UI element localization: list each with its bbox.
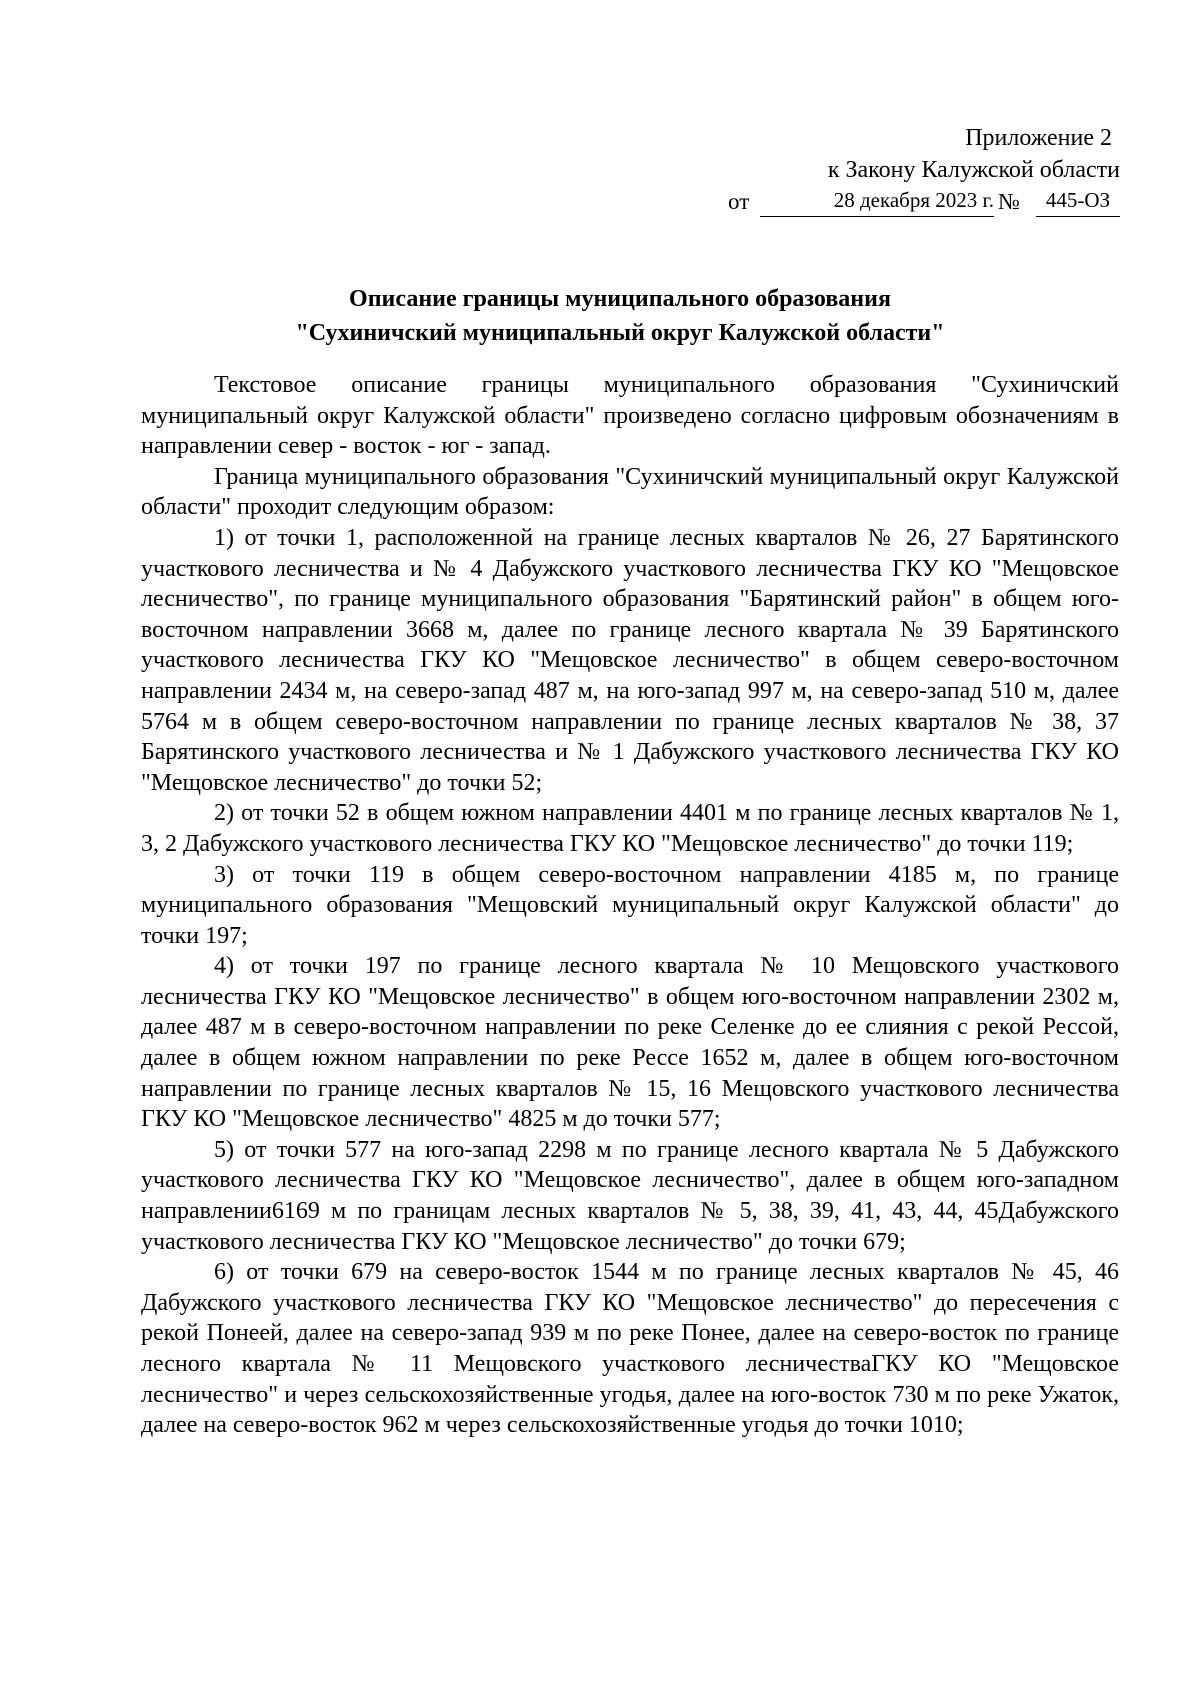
number-sign: № <box>998 189 1020 214</box>
paragraph-item-1: 1) от точки 1, расположенной на границе лесных кварталов № 26, 27 Барятинского участкового лесничества и № 4 Дабужского участкового лесничества ГКУ КО "Мещовское лесничество", по границе муниципального образования "Барятинский район" в общем юго-восточном направлении 3668 м, далее по границе лесного квартала № 39 Барятинского участкового лесничества ГКУ КО "Мещовское лесничество" в общем северо-восточном направлении 2434 м, на северо-запад 487 м, на юго-запад 997 м, на северо-запад 510 м, далее 5764 м в общем северо-восточном направлении по границе лесных кварталов № 38, 37 Барятинского участкового лесничества и № 1 Дабужского участкового лесничества ГКУ КО "Мещовское лесничество" до точки 52; <box>141 524 1119 796</box>
paragraph-boundary-general: Граница муниципального образования "Сухиничский муниципальный округ Калужской области" проходит следующим образом: <box>141 463 1119 521</box>
paragraph-intro: Текстовое описание границы муниципального образования "Сухиничский муниципальный округ Калужской области" произведено согласно цифровым обозначениям в направлении север - восток - юг - запад. <box>141 372 1119 460</box>
appendix-header <box>700 122 1120 220</box>
title-line-1: Описание границы муниципального образования <box>349 286 891 312</box>
law-date-number-line <box>700 186 1120 220</box>
document-title <box>140 282 1100 350</box>
paragraph-item-6: 6) от точки 679 на северо-восток 1544 м по границе лесных кварталов № 45, 46 Дабужского участкового лесничества ГКУ КО "Мещовское лесничество" до пересечения с рекой Понеей, далее на северо-запад 939 м по реке Понее, далее на северо-восток по границе лесного квартала № 11 Мещовского участкового лесничестваГКУ КО "Мещовское лесничество" и через сельскохозяйственные угодья, далее на юго-восток 730 м по реке Ужаток, далее на северо-восток 962 м через сельскохозяйственные угодья до точки 1010; <box>141 1259 1119 1439</box>
law-reference: к Закону Калужской области <box>827 157 1120 183</box>
law-date: 28 декабря 2023 г. <box>760 186 994 217</box>
document-body <box>141 370 1119 1441</box>
title-line-2: "Сухиничский муниципальный округ Калужской области" <box>295 320 945 346</box>
paragraph-item-5: 5) от точки 577 на юго-запад 2298 м по границе лесного квартала № 5 Дабужского участкового лесничества ГКУ КО "Мещовское лесничество", далее в общем юго-западном направлении6169 м по границам лесных кварталов № 5, 38, 39, 41, 43, 44, 45Дабужского участкового лесничества ГКУ КО "Мещовское лесничество" до точки 679; <box>141 1136 1119 1255</box>
from-label: от <box>728 189 750 214</box>
law-number: 445-ОЗ <box>1036 186 1120 217</box>
paragraph-item-2: 2) от точки 52 в общем южном направлении 4401 м по границе лесных кварталов № 1, 3, 2 Дабужского участкового лесничества ГКУ КО "Мещовское лесничество" до точки 119; <box>141 800 1119 857</box>
paragraph-item-4: 4) от точки 197 по границе лесного квартала № 10 Мещовского участкового лесничества ГКУ КО "Мещовское лесничество" в общем юго-восточном направлении 2302 м, далее 487 м в северо-восточном направлении по реке Селенке до ее слияния с рекой Рессой, далее в общем южном направлении по реке Рессе 1652 м, далее в общем юго-восточном направлении по границе лесных кварталов № 15, 16 Мещовского участкового лесничества ГКУ КО "Мещовское лесничество" 4825 м до точки 577; <box>141 953 1119 1133</box>
appendix-label: Приложение 2 <box>965 125 1112 151</box>
paragraph-item-3: 3) от точки 119 в общем северо-восточном направлении 4185 м, по границе муниципального образования "Мещовский муниципальный округ Калужской области" до точки 197; <box>141 861 1119 949</box>
